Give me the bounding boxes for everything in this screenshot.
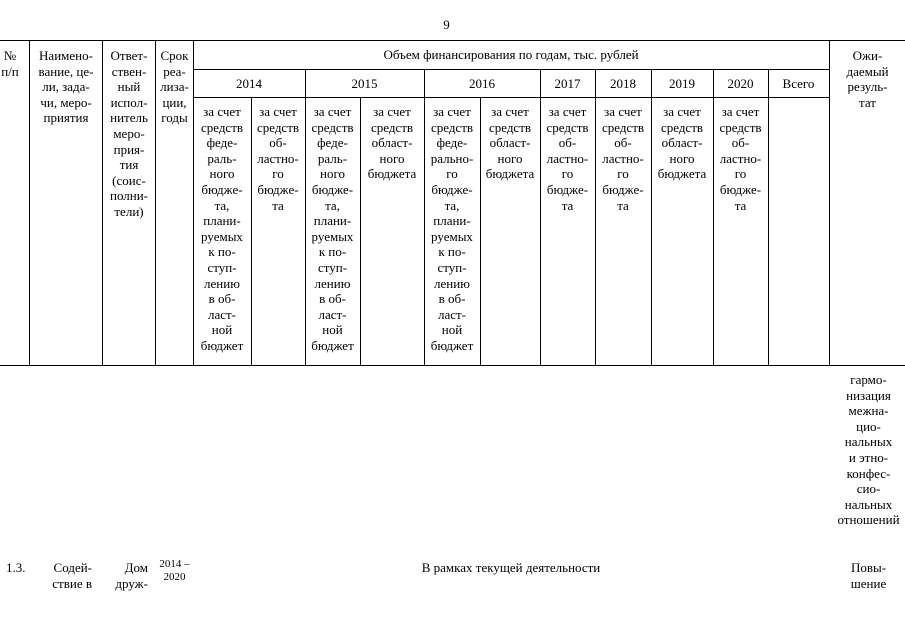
col-term-header: Срок реа- лиза- ции, годы [160, 48, 189, 126]
source-2016-federal: за счет средств феде- рально- го бюдже- та, плани- руемых к по- ступ- лению в об- ласт- ной бюджет [430, 104, 474, 353]
col-responsible-header: Ответ- ствен- ный испол- нитель меро- прия- тия (соис- полни- тели) [109, 48, 149, 219]
row-1-3-funding: В рамках текущей деятельности [421, 560, 601, 575]
source-2018-regional: за счет средств об- ластно- го бюдже- та [601, 104, 645, 213]
year-2015: 2015 [351, 76, 378, 91]
vline-13 [768, 69, 769, 365]
hline-years-top [193, 69, 829, 70]
hline-bottom [0, 365, 905, 366]
year-2016: 2016 [469, 76, 495, 91]
source-2015-federal: за счет средств феде- раль- ного бюдже- та, плани- руемых к по- ступ- лению в об- ласт- ной бюджет [311, 104, 354, 353]
year-2018: 2018 [610, 76, 636, 91]
year-2014: 2014 [236, 76, 262, 91]
col-result-header: Ожи- даемый резуль- тат [846, 48, 889, 110]
source-2014-federal: за счет средств феде- раль- ного бюдже- та, плани- руемых к по- ступ- лению в об- ласт- ной бюджет [200, 104, 244, 353]
year-2020: 2020 [727, 76, 754, 91]
source-2019-regional: за счет средств област- ного бюджета [657, 104, 707, 182]
hline-years-bottom [193, 97, 829, 98]
row-1-3-name: Содей- ствие в [52, 560, 92, 591]
row-1-3-result: Повы- шение [850, 560, 887, 591]
continued-result-text: гармо- низация межна- цио- нальных и этно- конфес- сио- нальных отношений [837, 372, 900, 528]
source-2020-regional: за счет средств об- ластно- го бюдже- та [719, 104, 762, 213]
row-1-3-term: 2014 – 2020 [159, 558, 190, 583]
row-1-3-responsible: Дом друж- [115, 560, 148, 591]
hline-top [0, 40, 905, 41]
page-number: 9 [443, 17, 450, 32]
row-1-3-num: 1.3. [6, 560, 26, 575]
year-2017: 2017 [554, 76, 581, 91]
source-2014-regional: за счет средств об- ластно- го бюдже- та [256, 104, 300, 213]
year-total: Всего [782, 76, 815, 91]
year-2019: 2019 [669, 76, 695, 91]
col-name-header: Наимено- вание, це- ли, зада- чи, меро- приятия [38, 48, 94, 126]
source-2015-regional: за счет средств област- ного бюджета [367, 104, 417, 182]
source-2017-regional: за счет средств об- ластно- го бюдже- та [546, 104, 589, 213]
col-funding-header: Объем финансирования по годам, тыс. рублей [383, 47, 639, 62]
source-2016-regional: за счет средств област- ного бюджета [485, 104, 535, 182]
col-num-header: № п/п [1, 48, 19, 79]
